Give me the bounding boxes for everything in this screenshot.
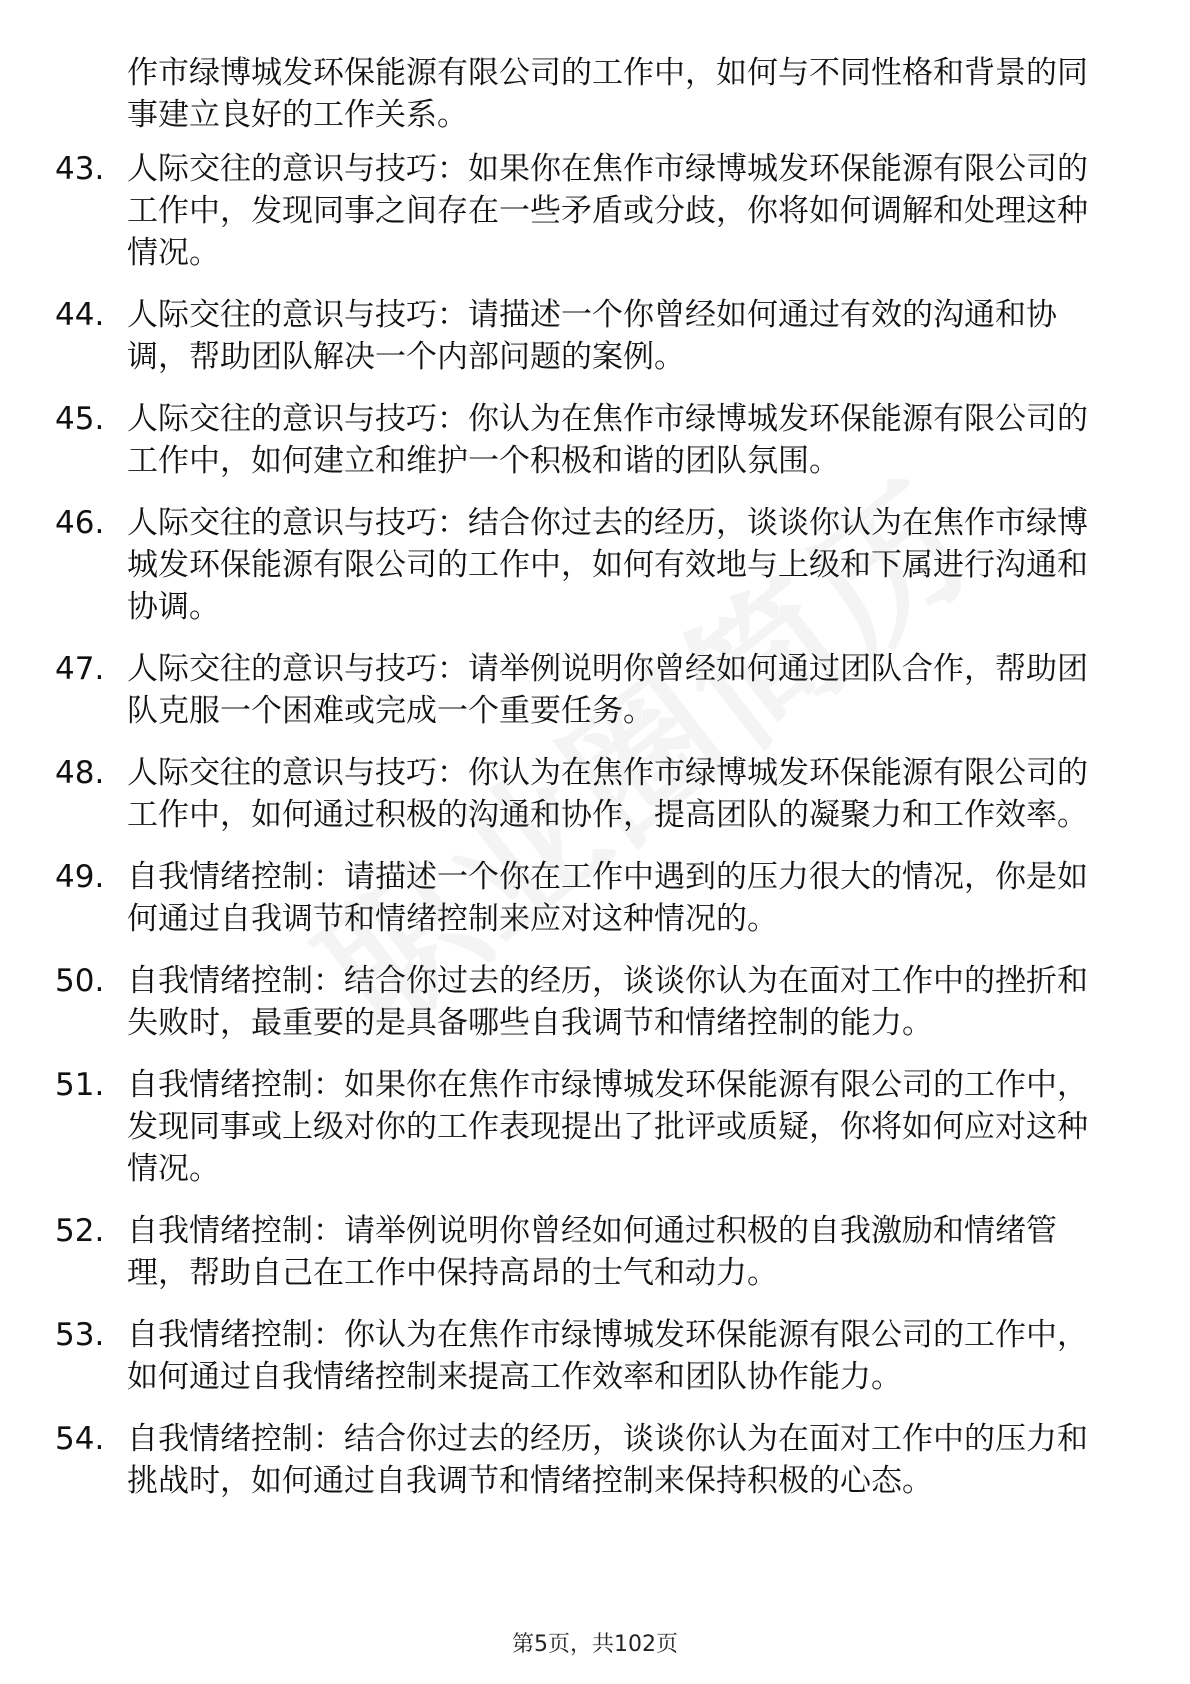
question-text: 人际交往的意识与技巧：请描述一个你曾经如何通过有效的沟通和协调，帮助团队解决一个内部问题的案例。 [127, 297, 1057, 375]
question-number: 45. [55, 401, 105, 437]
question-text: 人际交往的意识与技巧：你认为在焦作市绿博城发环保能源有限公司的工作中，如何通过积极的沟通和协作，提高团队的凝聚力和工作效率。 [127, 755, 1088, 833]
question-item [0, 752, 1117, 836]
question-item [0, 1314, 1117, 1398]
question-text: 人际交往的意识与技巧：你认为在焦作市绿博城发环保能源有限公司的工作中，如何建立和维护一个积极和谐的团队氛围。 [127, 401, 1088, 479]
question-item [0, 1210, 1117, 1294]
question-number: 43. [55, 151, 105, 187]
question-text: 自我情绪控制：如果你在焦作市绿博城发环保能源有限公司的工作中，发现同事或上级对你的工作表现提出了批评或质疑，你将如何应对这种情况。 [127, 1067, 1088, 1187]
question-number: 47. [55, 651, 105, 687]
question-item [0, 648, 1117, 732]
question-text: 自我情绪控制：请举例说明你曾经如何通过积极的自我激励和情绪管理，帮助自己在工作中保持高昂的士气和动力。 [127, 1213, 1057, 1291]
question-number: 48. [55, 755, 105, 791]
question-text: 自我情绪控制：结合你过去的经历，谈谈你认为在面对工作中的压力和挑战时，如何通过自我调节和情绪控制来保持积极的心态。 [127, 1421, 1088, 1499]
question-text: 自我情绪控制：你认为在焦作市绿博城发环保能源有限公司的工作中，如何通过自我情绪控制来提高工作效率和团队协作能力。 [127, 1317, 1088, 1395]
question-number: 54. [55, 1421, 105, 1457]
question-item [0, 502, 1117, 628]
question-item [0, 294, 1117, 378]
question-number: 52. [55, 1213, 105, 1249]
page-number-footer: 第5页，共102页 [512, 1632, 678, 1657]
question-item [0, 1418, 1117, 1502]
question-number: 50. [55, 963, 105, 999]
question-text: 自我情绪控制：结合你过去的经历，谈谈你认为在面对工作中的挫折和失败时，最重要的是具备哪些自我调节和情绪控制的能力。 [127, 963, 1088, 1041]
question-number: 44. [55, 297, 105, 333]
question-number: 49. [55, 859, 105, 895]
question-item [0, 398, 1117, 482]
question-item [0, 960, 1117, 1044]
question-text: 自我情绪控制：请描述一个你在工作中遇到的压力很大的情况，你是如何通过自我调节和情绪控制来应对这种情况的。 [127, 859, 1088, 937]
question-text: 人际交往的意识与技巧：结合你过去的经历，谈谈你认为在焦作市绿博城发环保能源有限公司的工作中，如何有效地与上级和下属进行沟通和协调。 [127, 505, 1088, 625]
continuation-paragraph: 作市绿博城发环保能源有限公司的工作中，如何与不同性格和背景的同事建立良好的工作关系。 [127, 55, 1088, 133]
question-item [0, 856, 1117, 940]
question-number: 51. [55, 1067, 105, 1103]
question-item [0, 1064, 1117, 1190]
question-text: 人际交往的意识与技巧：请举例说明你曾经如何通过团队合作，帮助团队克服一个困难或完成一个重要任务。 [127, 651, 1088, 729]
question-list [0, 148, 1190, 1522]
question-number: 53. [55, 1317, 105, 1353]
question-text: 人际交往的意识与技巧：如果你在焦作市绿博城发环保能源有限公司的工作中，发现同事之间存在一些矛盾或分歧，你将如何调解和处理这种情况。 [127, 151, 1088, 271]
question-item [0, 148, 1117, 274]
question-number: 46. [55, 505, 105, 541]
